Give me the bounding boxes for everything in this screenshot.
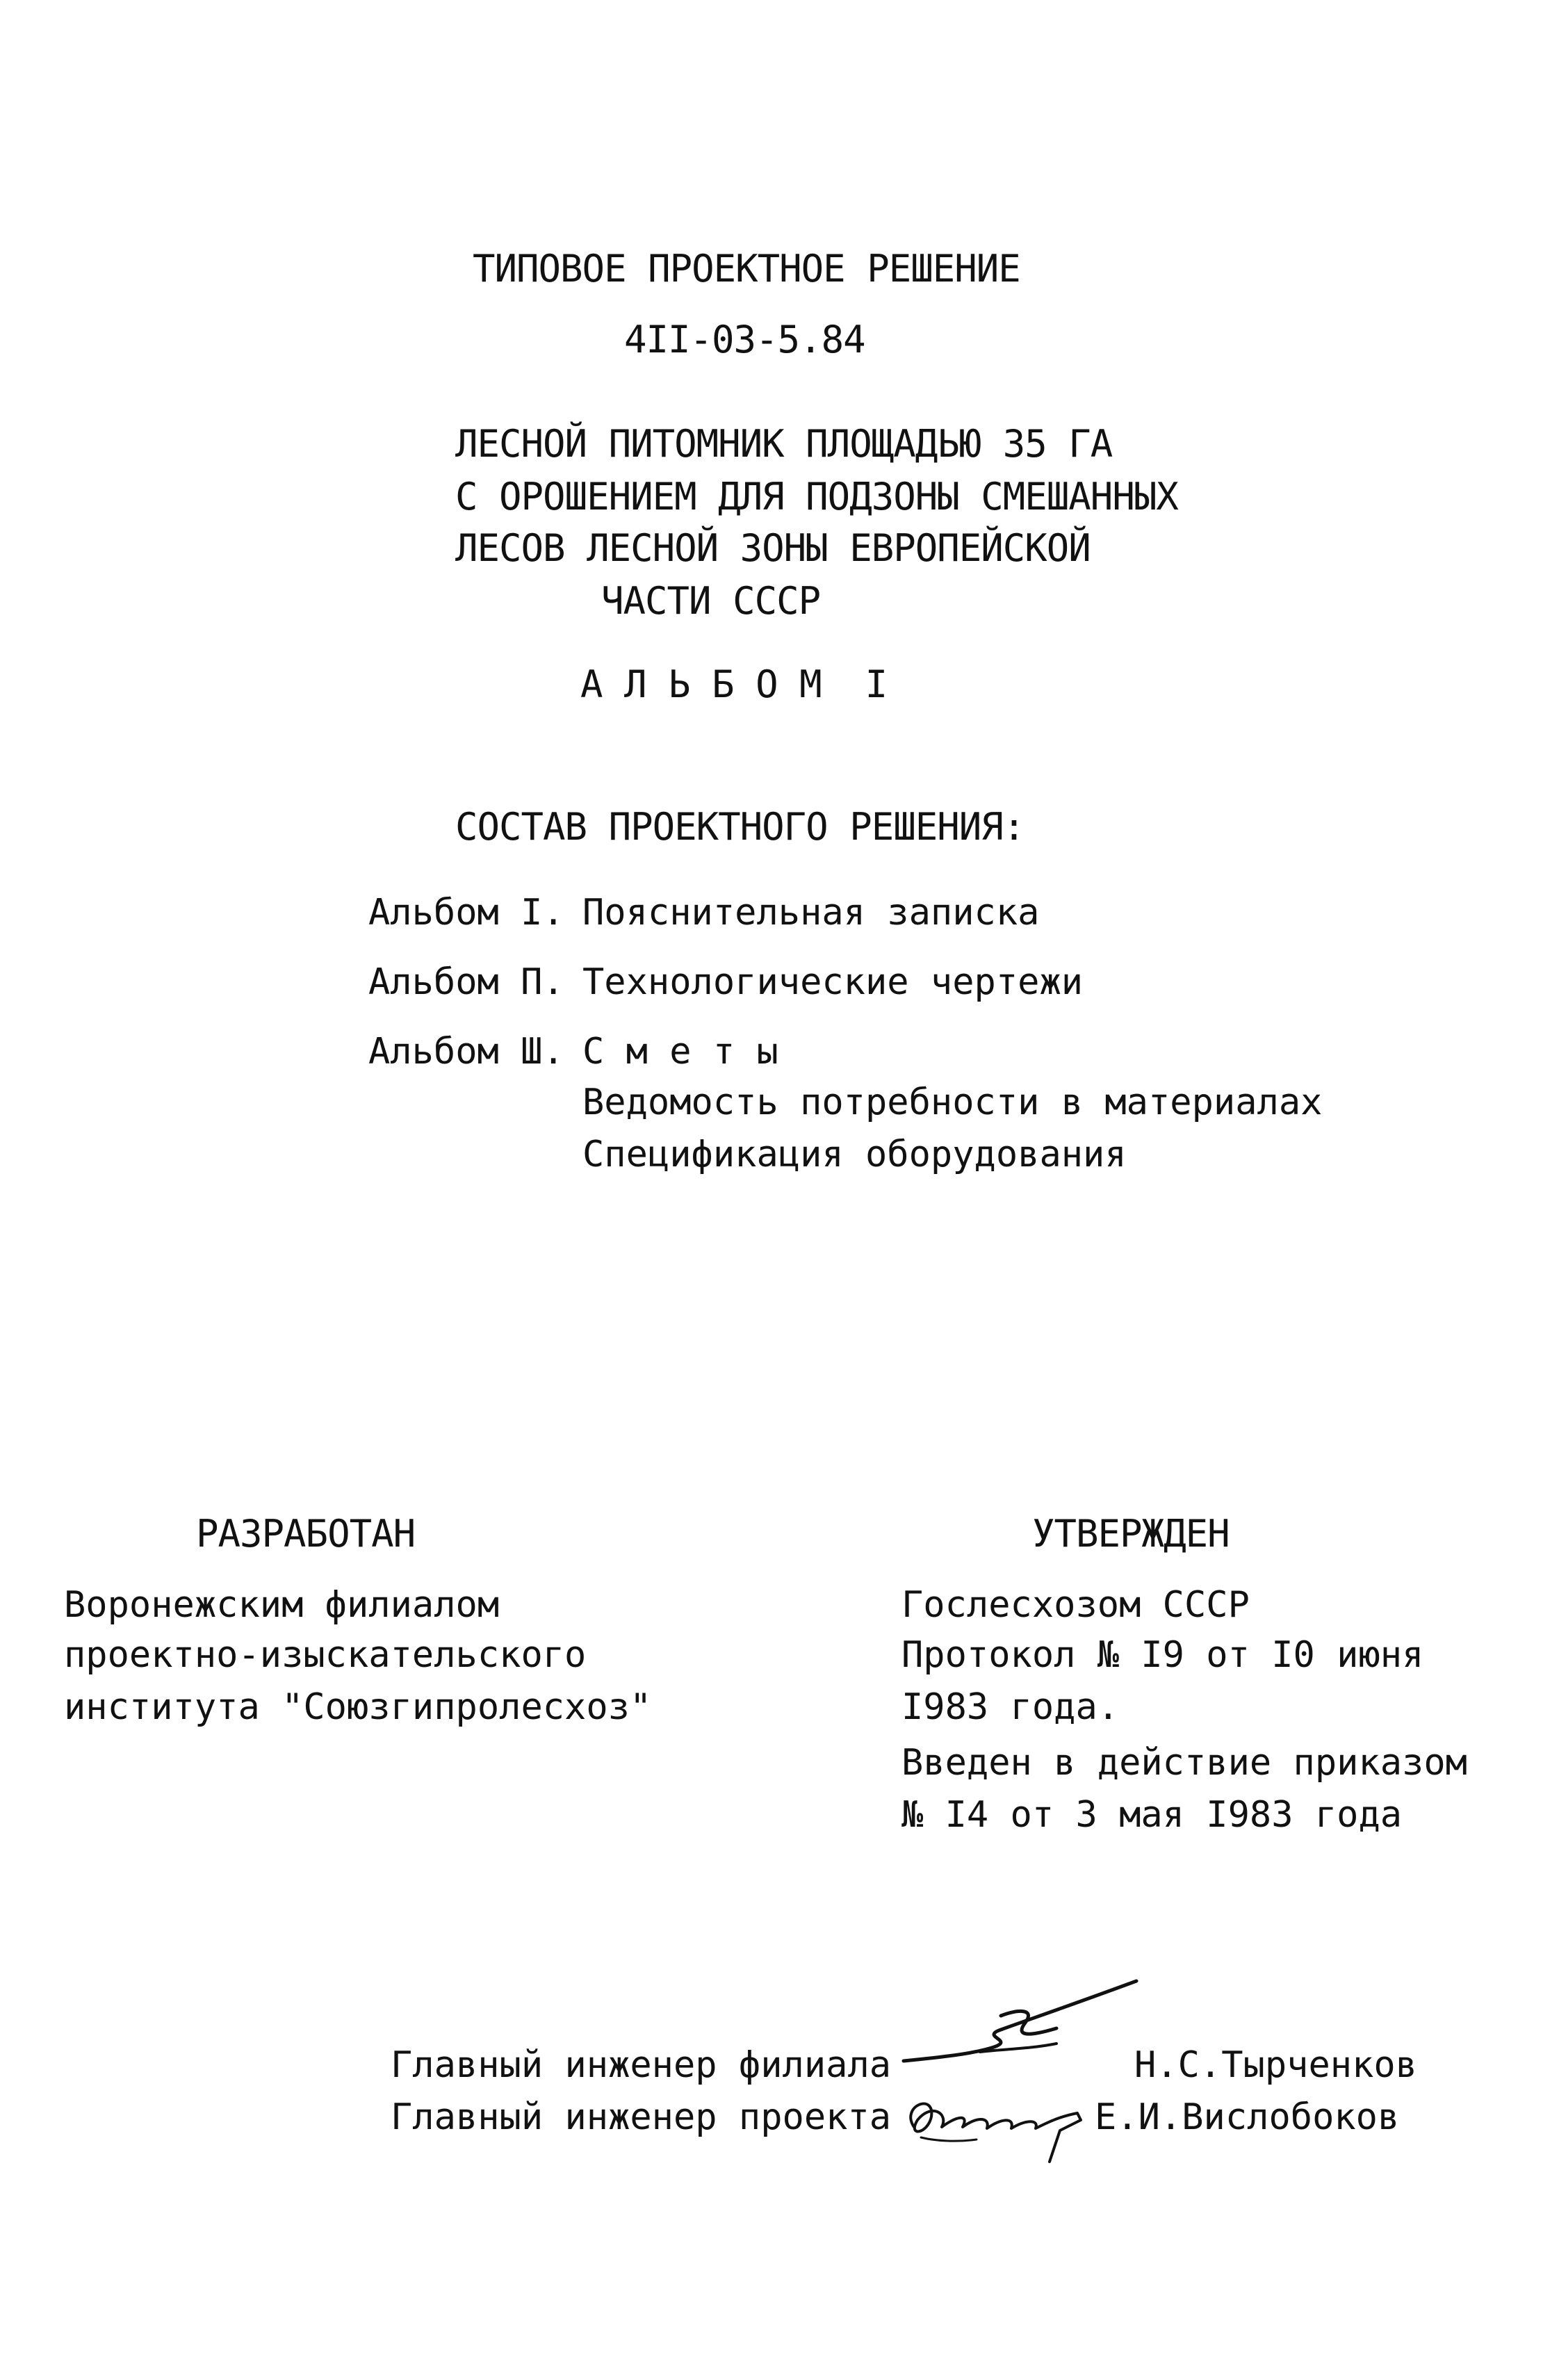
album-1-label: Альбом I. — [368, 892, 564, 934]
album-title: А Л Ь Б О М I — [580, 662, 888, 706]
project-name-line-4: ЧАСТИ СССР — [601, 579, 821, 623]
approved-line-4: Введен в действие приказом — [901, 1742, 1467, 1784]
signature-2-role: Главный инженер проекта — [391, 2096, 892, 2138]
developed-heading: РАЗРАБОТАН — [196, 1512, 416, 1556]
album-2-content: Технологические чертежи — [582, 961, 1084, 1003]
album-3-content-1: С м е т ы — [582, 1031, 778, 1073]
project-name-line-1: ЛЕСНОЙ ПИТОМНИК ПЛОЩАДЬЮ 35 ГА — [455, 422, 1113, 466]
approved-line-5: № I4 от 3 мая I983 года — [901, 1794, 1403, 1836]
album-3-content-3: Спецификация оборудования — [582, 1134, 1127, 1175]
album-1-content: Пояснительная записка — [582, 892, 1040, 934]
signature-2-name: Е.И.Вислобоков — [1095, 2096, 1400, 2138]
approved-heading: УТВЕРЖДЕН — [1032, 1512, 1230, 1556]
approved-line-2: Протокол № I9 от I0 июня — [901, 1634, 1424, 1676]
album-3-label: Альбом Ш. — [368, 1031, 564, 1073]
approved-line-1: Гослесхозом СССР — [901, 1584, 1250, 1626]
signature-2-handwriting — [893, 2078, 1102, 2169]
signature-1-name: Н.С.Тырченков — [1134, 2044, 1417, 2086]
composition-heading: СОСТАВ ПРОЕКТНОГО РЕШЕНИЯ: — [455, 805, 1025, 849]
developed-line-3: института "Союзгипролесхоз" — [64, 1686, 652, 1728]
project-code: 4II-03-5.84 — [624, 318, 865, 361]
album-2-label: Альбом П. — [368, 961, 564, 1003]
developed-line-1: Воронежским филиалом — [64, 1584, 500, 1626]
project-name-line-2: С ОРОШЕНИЕМ ДЛЯ ПОДЗОНЫ СМЕШАННЫХ — [455, 475, 1178, 519]
developed-line-2: проектно-изыскательского — [64, 1634, 587, 1676]
signature-1-role: Главный инженер филиала — [391, 2044, 892, 2086]
album-3-content-2: Ведомость потребности в материалах — [582, 1082, 1323, 1123]
signature-1-handwriting — [897, 1967, 1147, 2078]
document-type-title: ТИПОВОЕ ПРОЕКТНОЕ РЕШЕНИЕ — [473, 247, 1020, 291]
project-name-line-3: ЛЕСОВ ЛЕСНОЙ ЗОНЫ ЕВРОПЕЙСКОЙ — [455, 526, 1091, 570]
approved-line-3: I983 года. — [901, 1686, 1120, 1728]
